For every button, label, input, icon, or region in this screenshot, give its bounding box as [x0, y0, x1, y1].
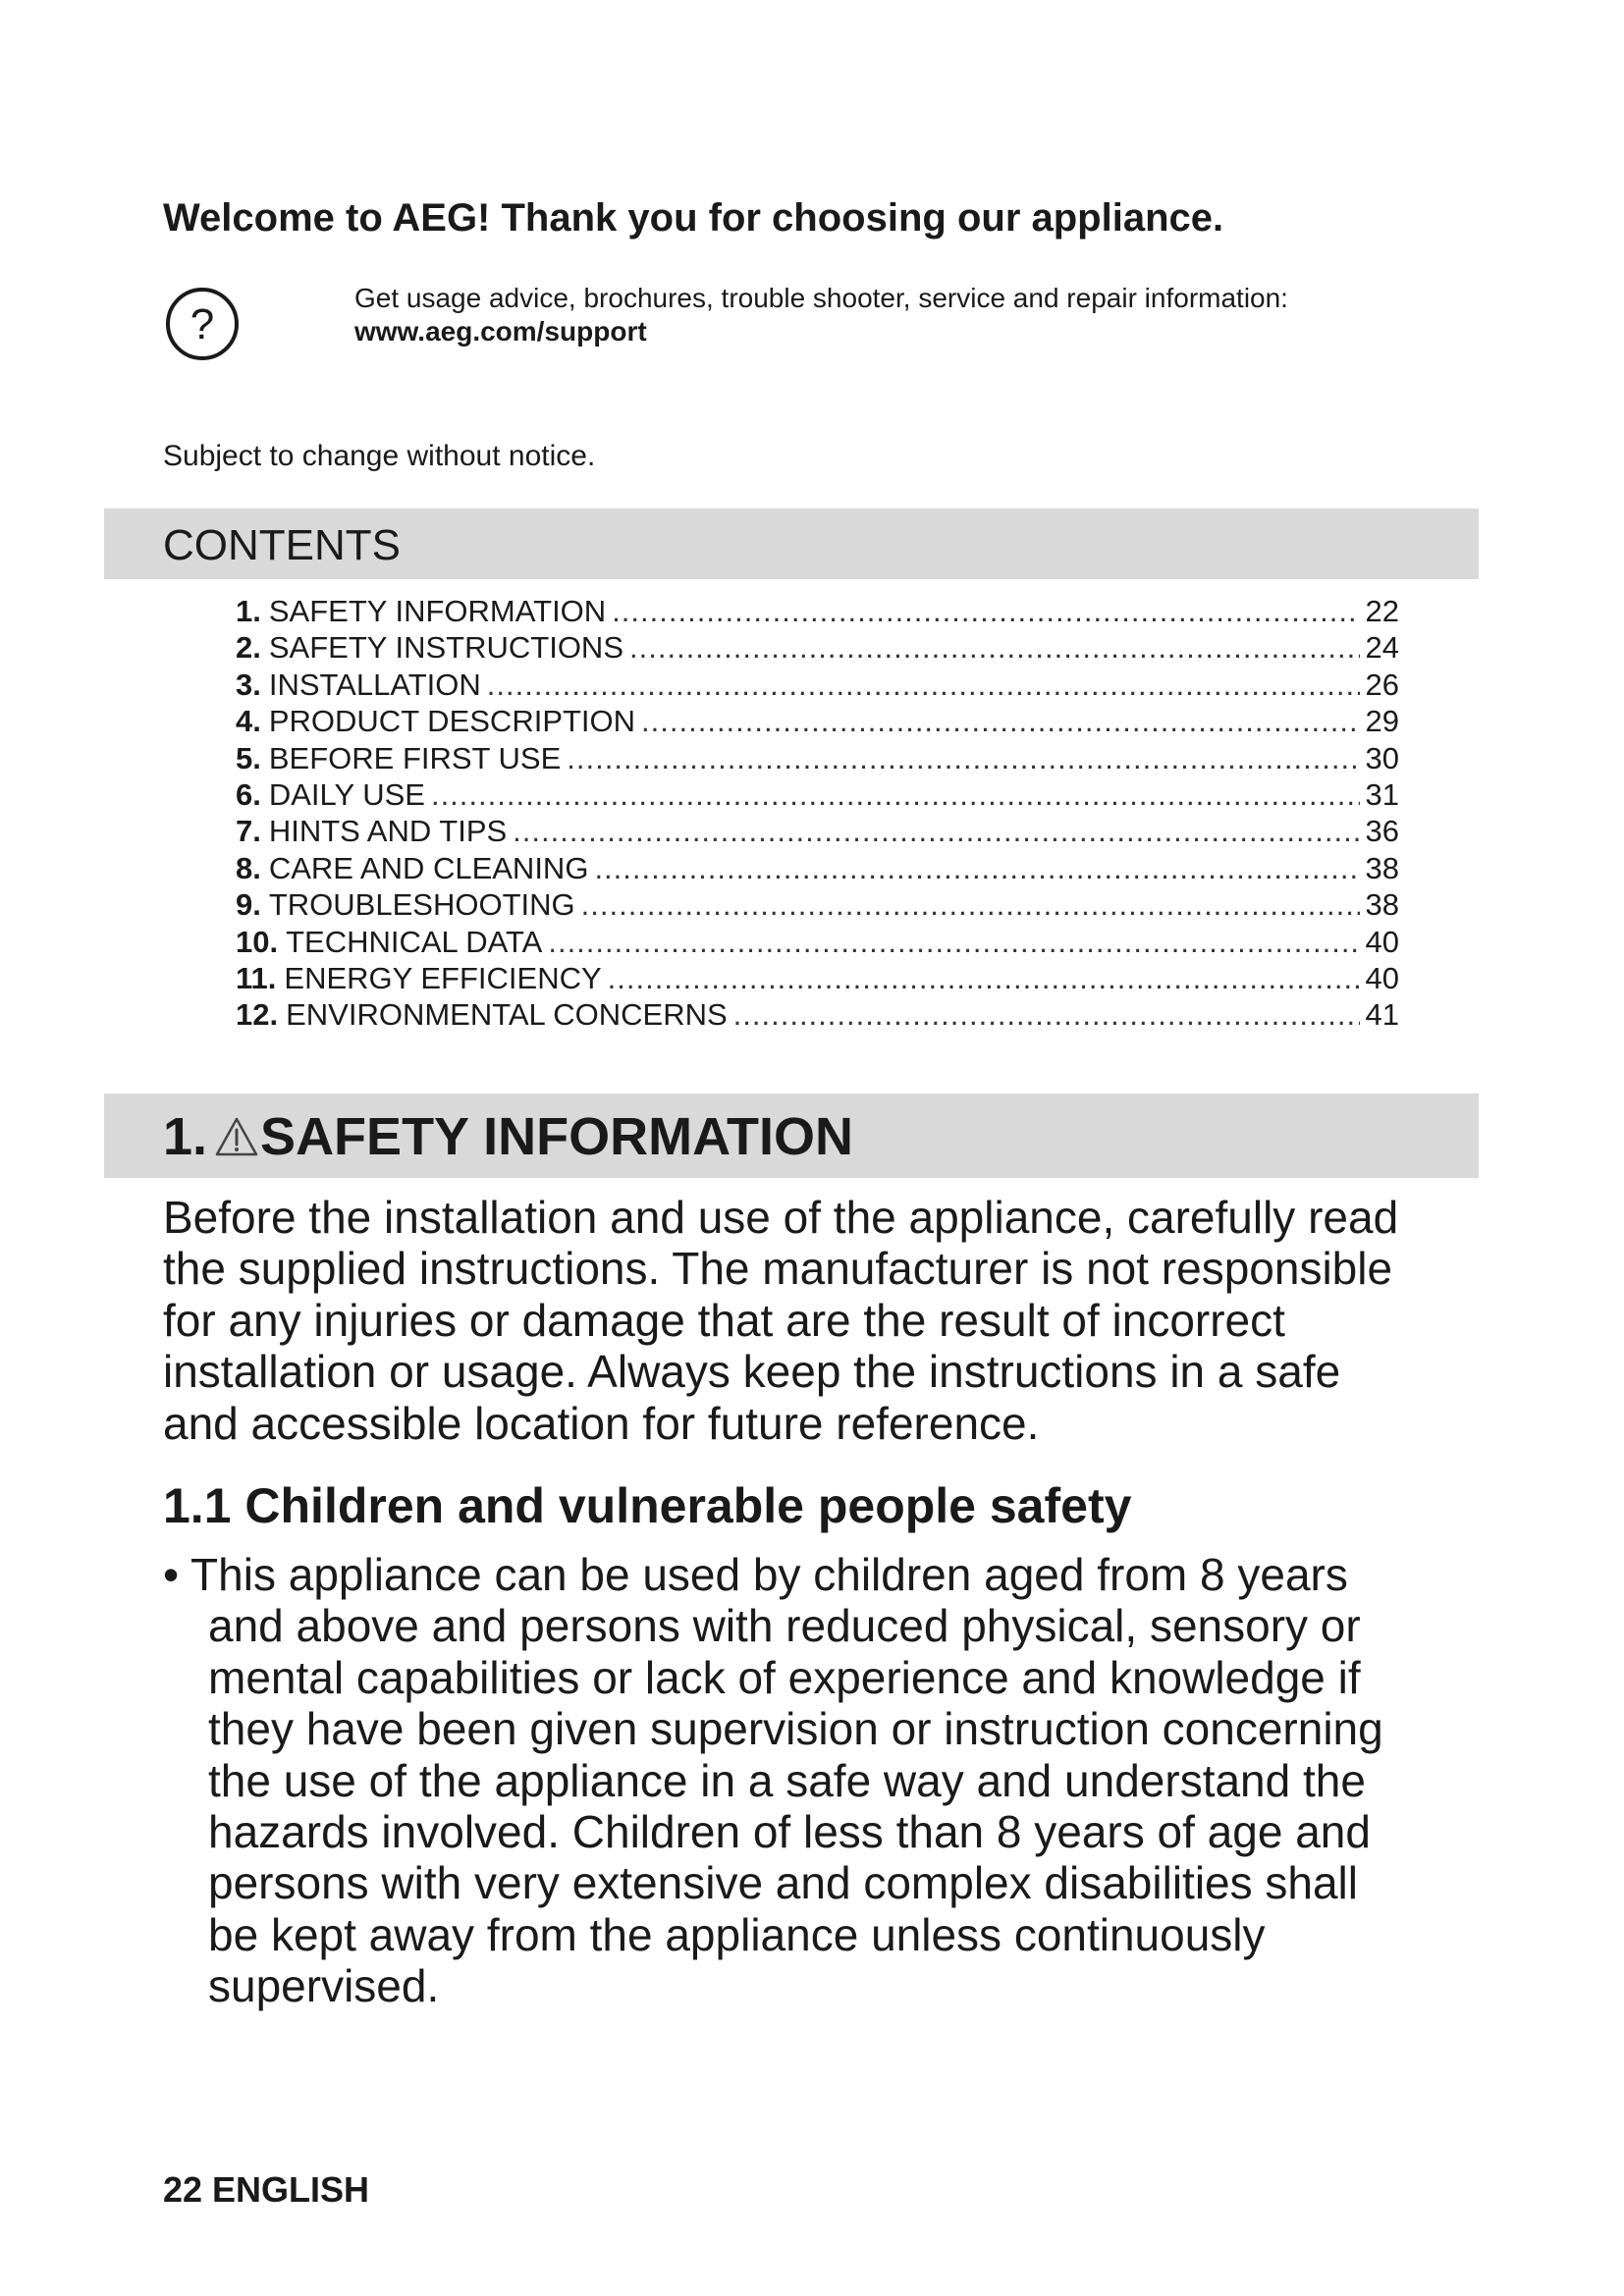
toc-item[interactable]	[236, 667, 1399, 703]
intro-line: the supplied instructions. The manufacturer is not responsible	[163, 1243, 1393, 1295]
toc-label: INSTALLATION	[268, 667, 481, 702]
toc-leader	[567, 740, 1359, 776]
toc-page: 22	[1365, 594, 1399, 628]
toc-leader	[612, 593, 1359, 629]
toc-item[interactable]	[236, 703, 1399, 739]
support-link[interactable]: www.aeg.com/support	[354, 316, 647, 347]
toc-item[interactable]	[236, 740, 1399, 776]
welcome-heading: Welcome to AEG! Thank you for choosing our appliance.	[163, 196, 1224, 240]
toc-label: ENERGY EFFICIENCY	[284, 960, 602, 995]
bullet-line: and above and persons with reduced physical, sensory or	[208, 1600, 1361, 1652]
toc-leader	[733, 996, 1360, 1033]
toc-page: 29	[1365, 704, 1399, 739]
toc-number: 12.	[236, 997, 279, 1033]
warning-triangle-icon	[213, 1113, 260, 1160]
bullet-line: they have been given supervision or instruction concerning	[208, 1703, 1383, 1755]
section-number: 1.	[163, 1107, 208, 1166]
toc-item[interactable]	[236, 924, 1399, 960]
intro-line: installation or usage. Always keep the instructions in a safe	[163, 1346, 1341, 1398]
bullet-line: be kept away from the appliance unless continuously	[208, 1908, 1266, 1960]
toc-item[interactable]	[236, 960, 1399, 996]
toc-page: 31	[1365, 776, 1399, 812]
toc-label: SAFETY INFORMATION	[268, 594, 607, 628]
bullet-line: supervised.	[208, 1960, 440, 2012]
toc-leader	[487, 667, 1360, 703]
toc-item[interactable]	[236, 629, 1399, 666]
toc-number: 11.	[236, 960, 277, 995]
toc-item[interactable]	[236, 776, 1399, 813]
intro-line: for any injuries or damage that are the result of incorrect	[163, 1294, 1285, 1346]
section-title	[163, 1106, 853, 1167]
toc-page: 38	[1365, 850, 1399, 885]
svg-text:?: ?	[189, 300, 215, 348]
bullet-line: the use of the appliance in a safe way and understand the	[208, 1754, 1366, 1806]
toc-leader	[629, 629, 1360, 666]
toc-number: 6.	[236, 776, 261, 812]
toc-label: TROUBLESHOOTING	[268, 887, 575, 923]
toc-item[interactable]	[236, 813, 1399, 849]
toc-number: 3.	[236, 667, 261, 702]
toc-number: 7.	[236, 814, 261, 849]
intro-line: and accessible location for future reference.	[163, 1397, 1040, 1449]
table-of-contents	[236, 593, 1399, 1034]
toc-item[interactable]	[236, 886, 1399, 923]
toc-page: 40	[1365, 924, 1399, 959]
bullet-paragraph	[163, 1549, 1479, 2012]
toc-label: BEFORE FIRST USE	[268, 740, 562, 775]
toc-number: 9.	[236, 887, 261, 923]
toc-number: 5.	[236, 740, 261, 775]
bullet-line: mental capabilities or lack of experience and knowledge if	[208, 1651, 1361, 1703]
toc-label: TECHNICAL DATA	[286, 924, 543, 959]
support-text: Get usage advice, brochures, trouble shooter, service and repair information:	[354, 283, 1288, 313]
toc-number: 10.	[236, 924, 279, 959]
toc-page: 26	[1365, 667, 1399, 702]
toc-page: 24	[1365, 630, 1399, 666]
toc-number: 8.	[236, 850, 261, 885]
toc-label: CARE AND CLEANING	[268, 850, 589, 885]
question-circle-icon	[163, 285, 242, 363]
toc-label: PRODUCT DESCRIPTION	[268, 704, 636, 739]
toc-page: 30	[1365, 740, 1399, 775]
toc-item[interactable]	[236, 850, 1399, 886]
bullet-line: • This appliance can be used by children aged from 8 years	[163, 1549, 1348, 1600]
contents-title: CONTENTS	[163, 521, 401, 569]
subsection-title: 1.1 Children and vulnerable people safety	[163, 1478, 1132, 1533]
toc-label: SAFETY INSTRUCTIONS	[268, 630, 623, 666]
toc-label: ENVIRONMENTAL CONCERNS	[286, 997, 728, 1033]
toc-page: 36	[1365, 814, 1399, 849]
toc-page: 40	[1365, 960, 1399, 995]
toc-page: 38	[1365, 887, 1399, 923]
toc-leader	[581, 886, 1360, 923]
section-title-text: SAFETY INFORMATION	[260, 1107, 854, 1166]
toc-item[interactable]	[236, 996, 1399, 1033]
toc-leader	[641, 703, 1359, 739]
toc-leader	[431, 776, 1360, 813]
toc-label: HINTS AND TIPS	[268, 814, 508, 849]
intro-paragraph	[163, 1192, 1479, 1449]
page-footer: 22 ENGLISH	[163, 2169, 370, 2210]
toc-label: DAILY USE	[268, 776, 425, 812]
toc-leader	[608, 960, 1360, 996]
toc-item[interactable]	[236, 593, 1399, 629]
toc-leader	[548, 924, 1359, 960]
toc-leader	[594, 850, 1359, 886]
subject-notice: Subject to change without notice.	[163, 440, 596, 472]
toc-number: 1.	[236, 594, 261, 628]
toc-page: 41	[1365, 997, 1399, 1033]
toc-leader	[513, 813, 1359, 849]
toc-number: 2.	[236, 630, 261, 666]
toc-number: 4.	[236, 704, 261, 739]
bullet-line: hazards involved. Children of less than 8 years of age and	[208, 1806, 1371, 1858]
bullet-line: persons with very extensive and complex disabilities shall	[208, 1857, 1359, 1909]
intro-line: Before the installation and use of the appliance, carefully read	[163, 1192, 1399, 1243]
